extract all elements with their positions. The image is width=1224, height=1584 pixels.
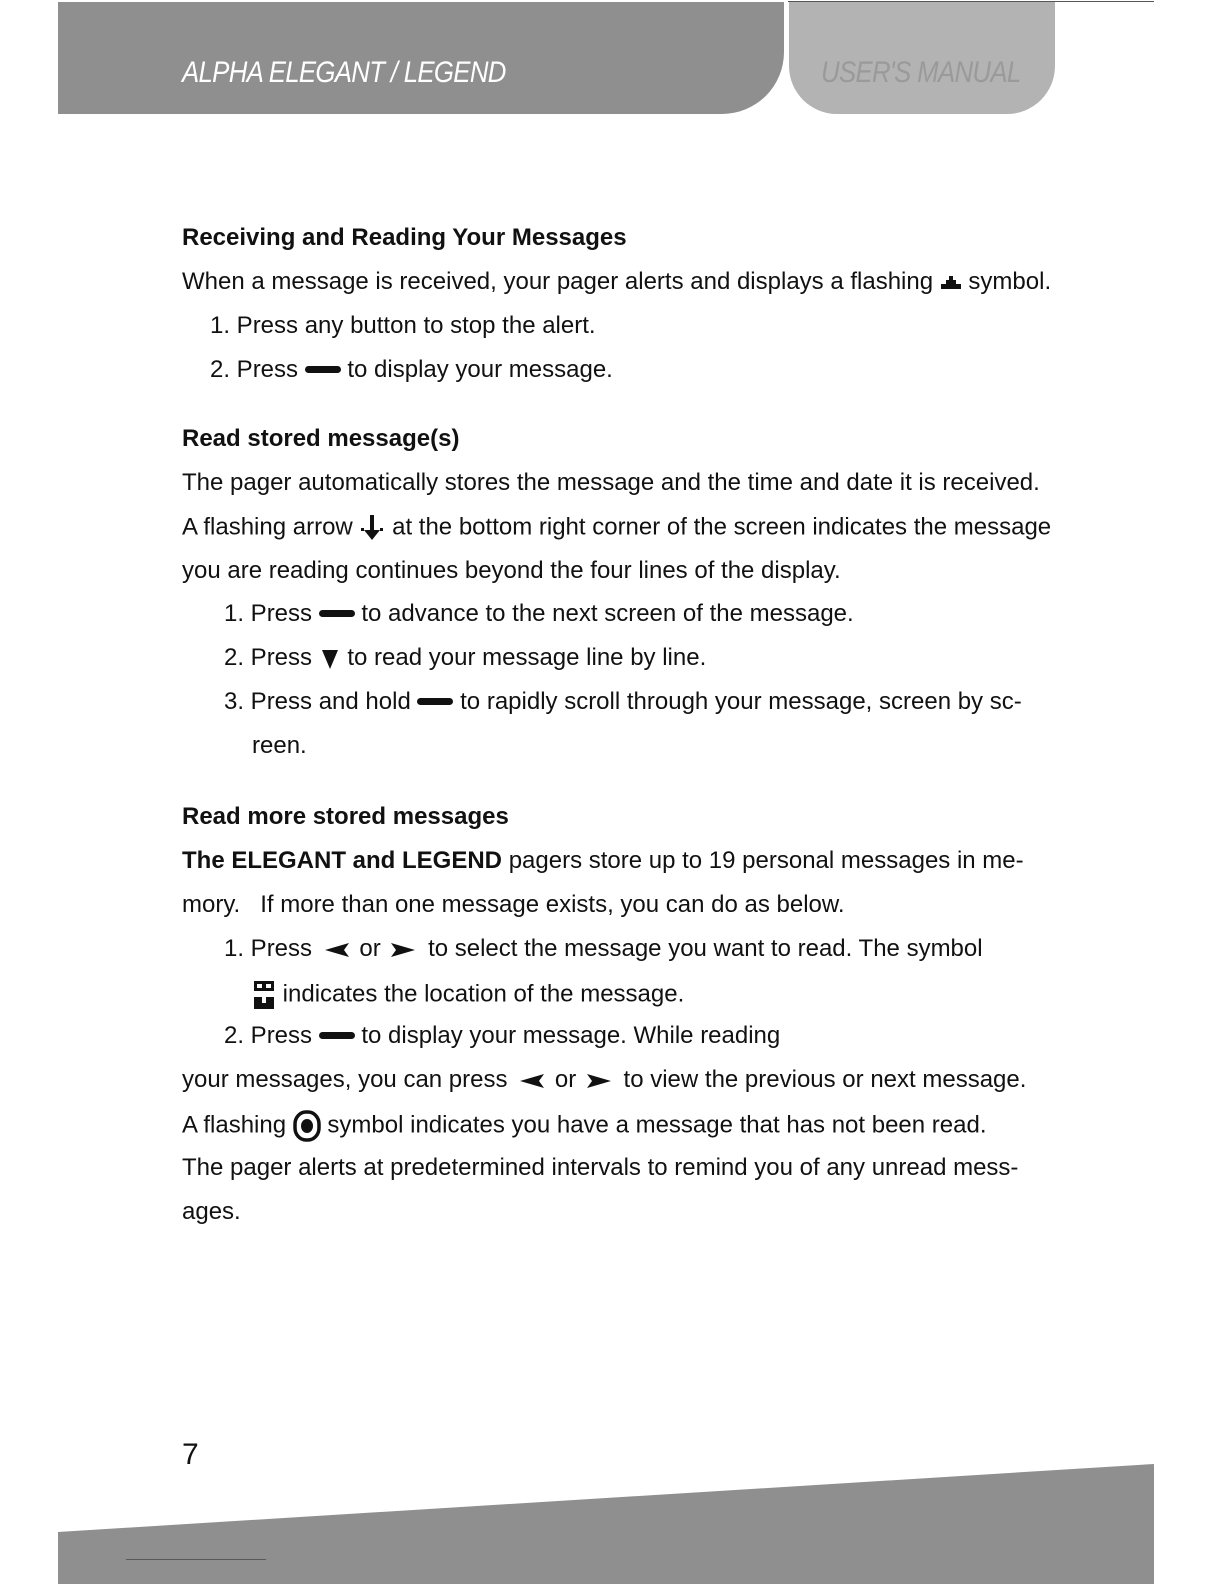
text: indicates the location of the message. — [282, 980, 685, 1008]
text: symbol. — [968, 268, 1052, 295]
section-heading-receiving: Receiving and Reading Your Messages — [182, 224, 627, 251]
text: 1. Press — [224, 935, 313, 962]
continue-arrow-icon — [359, 513, 385, 543]
text-bold: The ELEGANT and LEGEND — [182, 847, 503, 874]
text: to rapidly scroll through your message, screen by sc- — [460, 688, 1022, 715]
text: 2. Press — [224, 644, 313, 671]
footer-link-underline — [126, 1559, 266, 1560]
right-arrow-icon — [583, 1073, 617, 1089]
read-button-icon — [319, 610, 355, 617]
read-button-icon — [417, 698, 453, 705]
section-heading-stored: Read stored message(s) — [182, 425, 460, 452]
text: 2. Press — [210, 356, 299, 383]
paragraph-line: mory. If more than one message exists, you can do as below. — [182, 891, 845, 918]
down-arrow-icon — [319, 647, 341, 671]
step-item — [224, 600, 854, 628]
text: or — [554, 1066, 577, 1093]
text: your messages, you can press — [182, 1066, 508, 1093]
text: at the bottom right corner of the screen indicates the message — [392, 513, 1052, 541]
message-alert-icon — [940, 275, 962, 291]
step-item: 1. Press any button to stop the alert. — [210, 312, 596, 339]
paragraph-line: The pager automatically stores the message and the time and date it is received. — [182, 469, 1040, 496]
step-item — [224, 644, 706, 672]
step-item — [224, 1022, 780, 1050]
paragraph-line — [182, 847, 1024, 875]
text: When a message is received, your pager alerts and displays a flashing — [182, 268, 934, 295]
read-button-icon — [319, 1032, 355, 1039]
paragraph-line — [182, 513, 1051, 543]
text: or — [359, 935, 381, 962]
text: 1. Press — [224, 600, 313, 627]
text: A flashing arrow — [182, 513, 353, 541]
paragraph-line — [182, 1110, 987, 1142]
product-title: ALPHA ELEGANT / LEGEND — [182, 56, 506, 89]
left-arrow-icon — [319, 942, 353, 958]
step-item — [224, 688, 1022, 716]
text: A flashing — [182, 1111, 287, 1139]
manual-label: USER'S MANUAL — [821, 56, 1021, 89]
message-location-icon — [252, 979, 276, 1011]
text: to advance to the next screen of the message. — [361, 600, 854, 627]
paragraph-line: you are reading continues beyond the four lines of the display. — [182, 557, 841, 584]
text: 3. Press and hold — [224, 688, 411, 715]
right-arrow-icon — [387, 942, 421, 958]
paragraph-line: ages. — [182, 1198, 241, 1225]
left-arrow-icon — [514, 1073, 548, 1089]
unread-message-icon — [293, 1110, 321, 1142]
section-heading-more: Read more stored messages — [182, 803, 509, 830]
paragraph-line — [182, 1066, 1026, 1094]
text: pagers store up to 19 personal messages in me- — [508, 847, 1024, 874]
text: to view the previous or next message. — [623, 1066, 1027, 1093]
paragraph-line — [182, 268, 1051, 296]
step-continuation: reen. — [252, 732, 307, 759]
text: to select the message you want to read. The symbol — [428, 935, 983, 962]
footer-band — [0, 1440, 1224, 1584]
read-button-icon — [305, 366, 341, 373]
step-item — [210, 356, 613, 384]
step-item — [224, 935, 983, 963]
paragraph-line: The pager alerts at predetermined intervals to remind you of any unread mess- — [182, 1154, 1019, 1181]
page-number: 7 — [182, 1438, 199, 1471]
text: symbol indicates you have a message that has not been read. — [327, 1111, 987, 1139]
text: 2. Press — [224, 1022, 313, 1049]
text: to read your message line by line. — [347, 644, 707, 671]
text: to display your message. — [347, 356, 613, 383]
text: to display your message. While reading — [361, 1022, 781, 1049]
step-continuation — [252, 979, 684, 1011]
